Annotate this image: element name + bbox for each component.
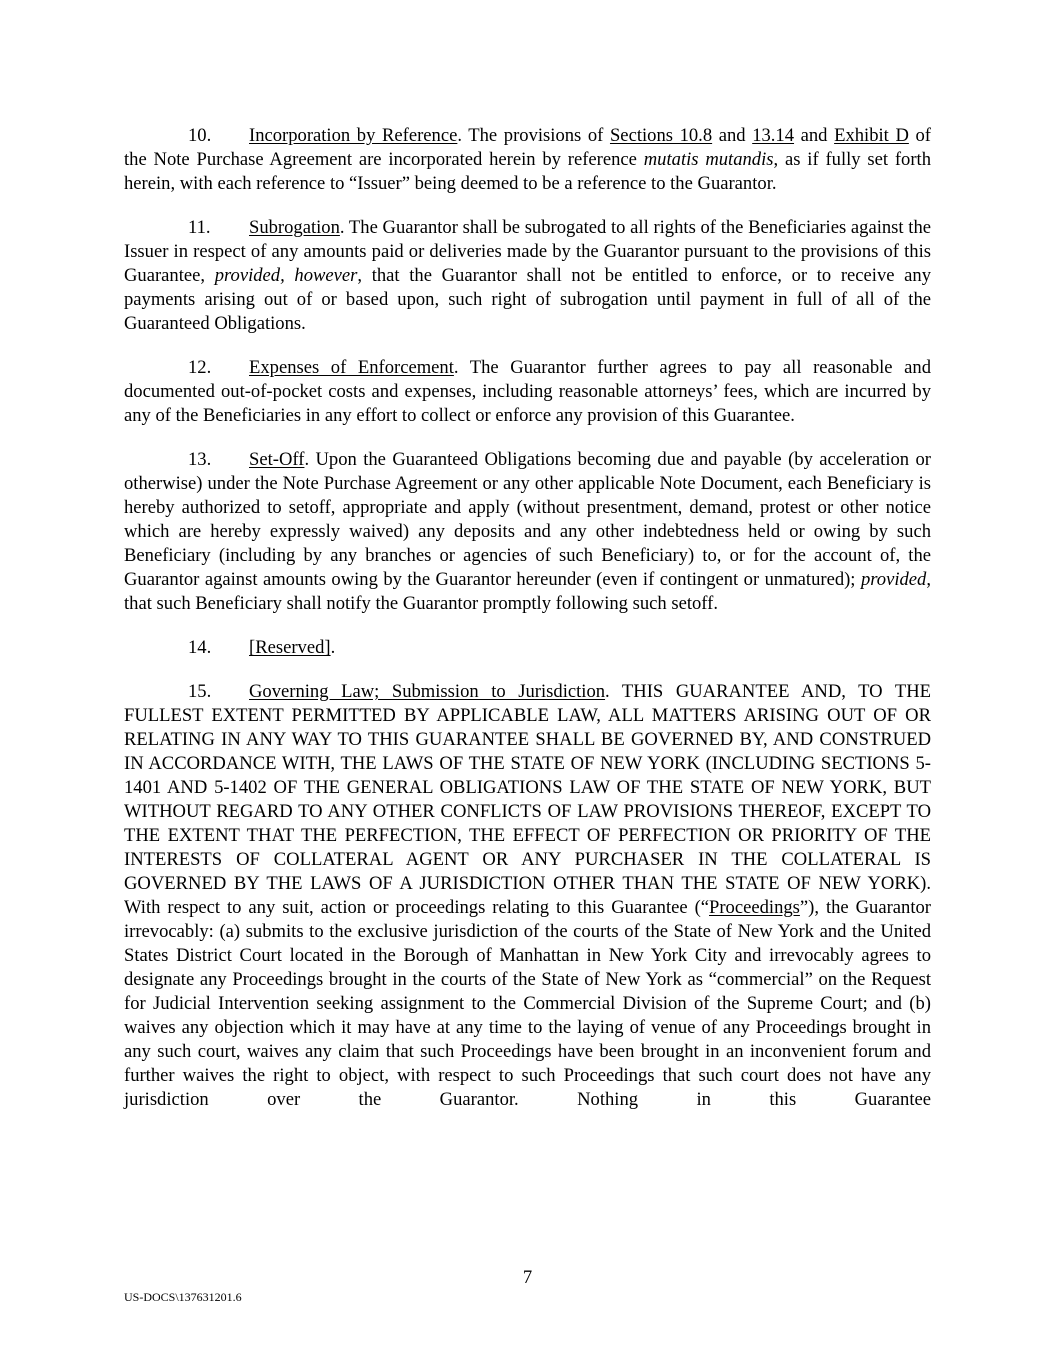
cross-reference: 13.14 xyxy=(752,125,795,146)
italic-phrase: mutatis mutandis xyxy=(643,149,774,170)
section-heading: Subrogation xyxy=(249,217,340,238)
section-text: . THIS GUARANTEE AND, TO THE FULLEST EXTENT PERMITTED BY APPLICABLE LAW, ALL MATTERS ARISING OUT OF OR RELATING IN ANY WAY TO THIS GUARANTEE SHALL BE GOVERNED BY, AND CONSTRUED IN ACCORDANCE WITH, THE LAWS OF THE STATE OF NEW YORK (INCLUDING SECTIONS 5-1401 AND 5-1402 OF THE GENERAL OBLIGATIONS LAW OF THE STATE OF NEW YORK, BUT WITHOUT REGARD TO ANY OTHER CONFLICTS OF LAW PROVISIONS THEREOF, EXCEPT TO THE EXTENT THAT THE PERFECTION, THE EFFECT OF PERFECTION OR PRIORITY OF THE INTERESTS OF COLLATERAL AGENT OR ANY PURCHASER IN THE COLLATERAL IS GOVERNED BY THE LAWS OF A JURISDICTION OTHER THAN THE STATE OF NEW YORK). With respect to any suit, action or proceedings relating to this Guarantee (“ xyxy=(124,681,931,918)
section-10-paragraph xyxy=(124,124,931,196)
section-text: . xyxy=(330,637,336,658)
section-14-paragraph xyxy=(124,636,931,660)
section-13-paragraph xyxy=(124,448,931,616)
defined-term: Proceedings xyxy=(709,897,800,918)
section-text: ”), the Guarantor irrevocably: (a) submits to the exclusive jurisdiction of the courts of the State of New York and the United States District Court located in the Borough of Manhattan in New York City and irrevocably agrees to designate any Proceedings brought in the courts of the State of New York as “commercial” on the Request for Judicial Intervention seeking assignment to the Commercial Division of the Supreme Court; and (b) waives any objection which it may have at any time to the laying of venue of any Proceedings brought in any such court, waives any claim that such Proceedings have been brought in an inconvenient forum and further waives the right to object, with respect to such Proceedings that such court does not have any jurisdiction over the Guarantor. Nothing in this Guarantee xyxy=(124,897,931,1110)
section-number: 13. xyxy=(188,449,212,470)
section-heading: Governing Law; Submission to Jurisdiction xyxy=(249,681,606,702)
section-15-paragraph xyxy=(124,680,931,1112)
document-id: US-DOCS\137631201.6 xyxy=(124,1290,242,1304)
section-text: , that the Guarantor shall not be entitled to enforce, or to receive any payments arising out of or based upon, such right of subrogation until payment in full of all of the Guaranteed Obligations. xyxy=(124,265,931,334)
section-number: 14. xyxy=(188,637,212,658)
section-number: 10. xyxy=(188,125,212,146)
section-heading: Incorporation by Reference xyxy=(249,125,458,146)
section-number: 11. xyxy=(188,217,211,238)
section-text: . Upon the Guaranteed Obligations becoming due and payable (by acceleration or otherwise) under the Note Purchase Agreement or any other applicable Note Document, each Beneficiary is hereby authorized to setoff, appropriate and apply (without presentment, demand, protest or other notice which are hereby expressly waived) any deposits and any other indebtedness held or owing by such Beneficiary (including by any branches or agencies of such Beneficiary) to, or for the account of, the Guarantor against amounts owing by the Guarantor hereunder (even if contingent or unmatured); xyxy=(124,449,931,590)
cross-reference: Exhibit D xyxy=(834,125,909,146)
section-heading: Set-Off xyxy=(249,449,305,470)
section-number: 12. xyxy=(188,357,212,378)
italic-phrase: provided, however xyxy=(214,265,358,286)
document-body xyxy=(124,124,931,1112)
section-heading: [Reserved] xyxy=(249,637,331,658)
section-text: and xyxy=(712,125,753,146)
section-text: , that such Beneficiary shall notify the Guarantor promptly following such setoff. xyxy=(124,569,931,614)
section-text: , as if fully set forth herein, with each reference to “Issuer” being deemed to be a reference to the Guarantor. xyxy=(124,149,932,194)
section-text: and xyxy=(794,125,835,146)
section-text: . The Guarantor further agrees to pay all reasonable and documented out-of-pocket costs and expenses, including reasonable attorneys’ fees, which are incurred by any of the Beneficiaries in any effort to collect or enforce any provision of this Guarantee. xyxy=(124,357,931,426)
section-text: of the Note Purchase Agreement are incorporated herein by reference xyxy=(124,125,931,170)
page-number: 7 xyxy=(522,1267,533,1288)
cross-reference: Sections 10.8 xyxy=(609,125,713,146)
section-12-paragraph xyxy=(124,356,931,428)
section-heading: Expenses of Enforcement xyxy=(249,357,454,378)
section-text: . The provisions of xyxy=(457,125,610,146)
section-text: . The Guarantor shall be subrogated to all rights of the Beneficiaries against the Issuer in respect of any amounts paid or deliveries made by the Guarantor pursuant to the provisions of this Guarantee, xyxy=(124,217,931,286)
section-11-paragraph xyxy=(124,216,931,336)
section-number: 15. xyxy=(188,681,212,702)
italic-phrase: provided xyxy=(860,569,927,590)
